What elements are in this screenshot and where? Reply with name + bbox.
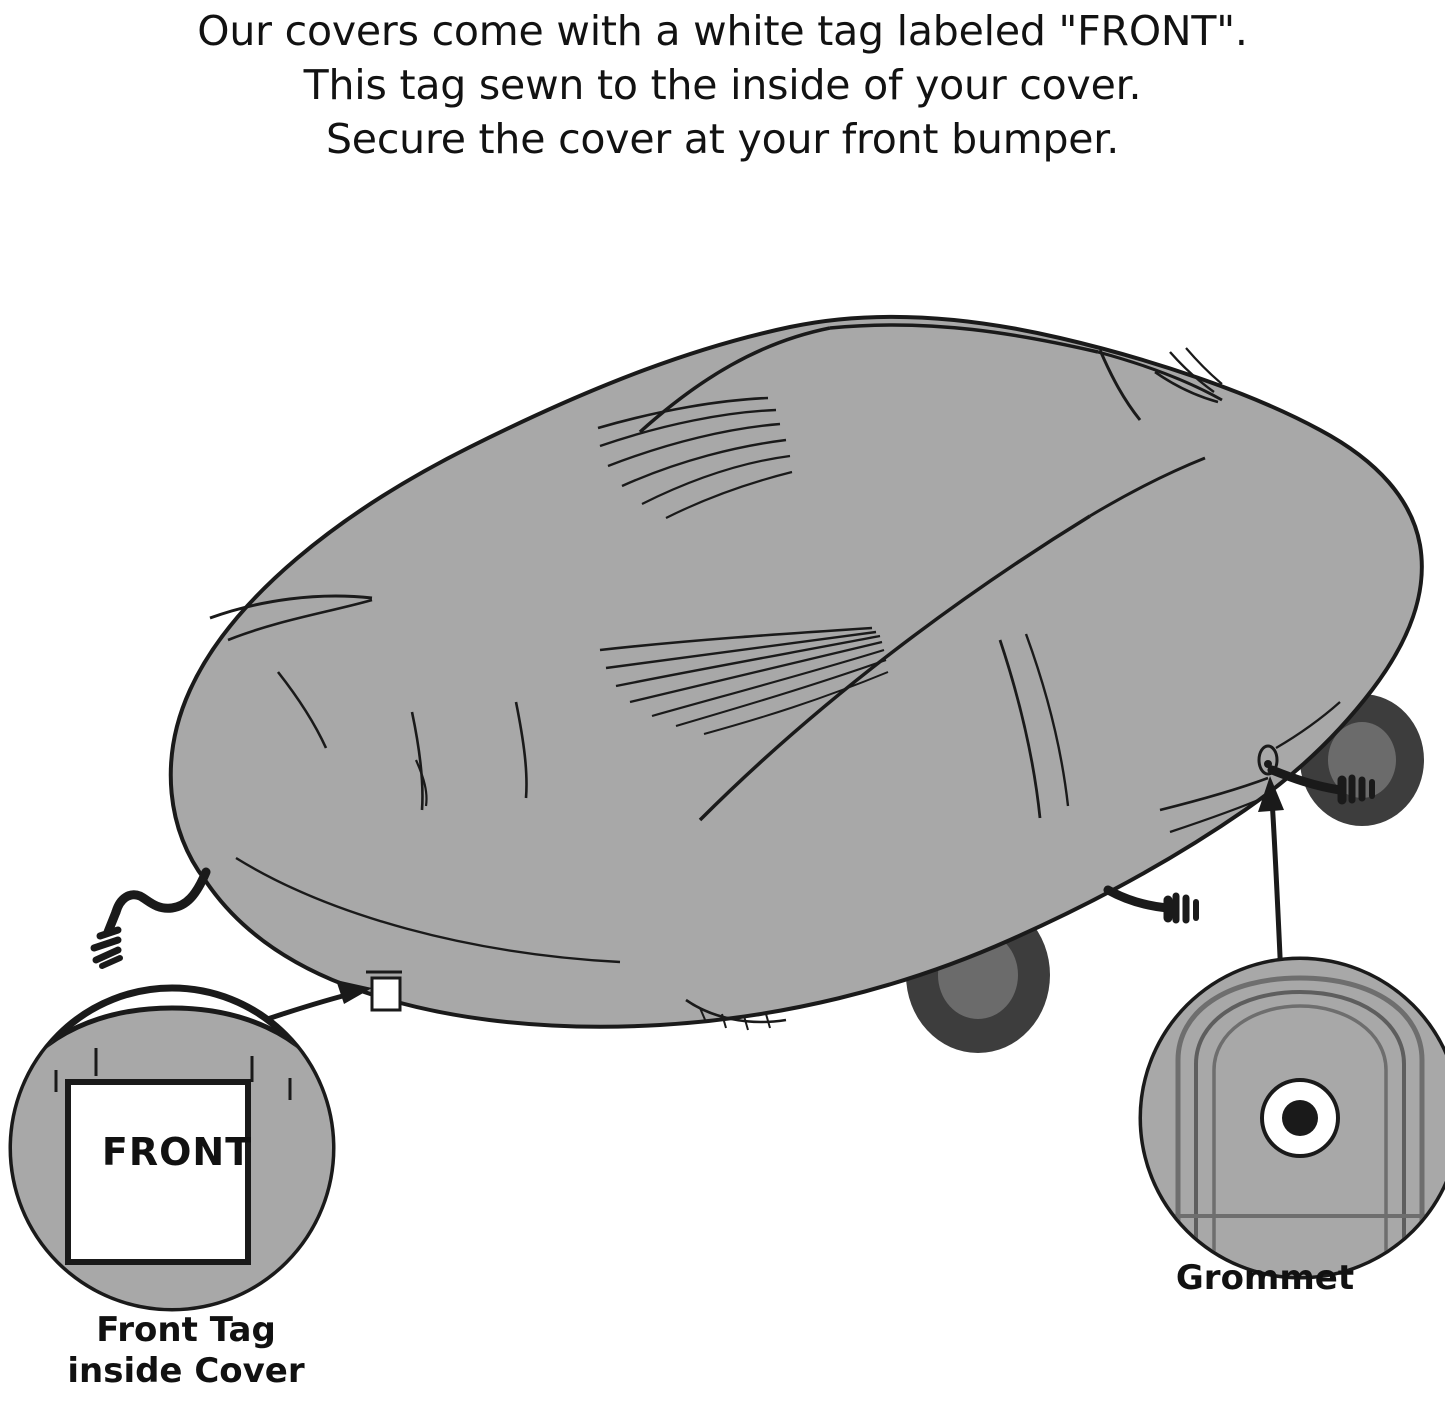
front-tag-marker xyxy=(366,972,402,1010)
front-tag-caption-line-1: Front Tag xyxy=(96,1310,276,1350)
front-strap-hook xyxy=(94,872,206,966)
front-tag-caption-line-2: inside Cover xyxy=(67,1351,305,1392)
grommet-callout xyxy=(1140,958,1445,1290)
front-tag-caption xyxy=(0,1310,372,1393)
car-cover-body xyxy=(171,317,1422,1030)
instruction-line-3: Secure the cover at your front bumper. xyxy=(325,115,1120,164)
mid-strap-hook xyxy=(1108,890,1196,920)
instruction-line-1: Our covers come with a white tag labeled "FRONT". xyxy=(197,7,1248,55)
grommet-caption: Grommet xyxy=(1175,1258,1355,1298)
instruction-line-2: This tag sewn to the inside of your cover. xyxy=(303,61,1142,110)
front-tag-text: FRONT xyxy=(101,1130,253,1174)
